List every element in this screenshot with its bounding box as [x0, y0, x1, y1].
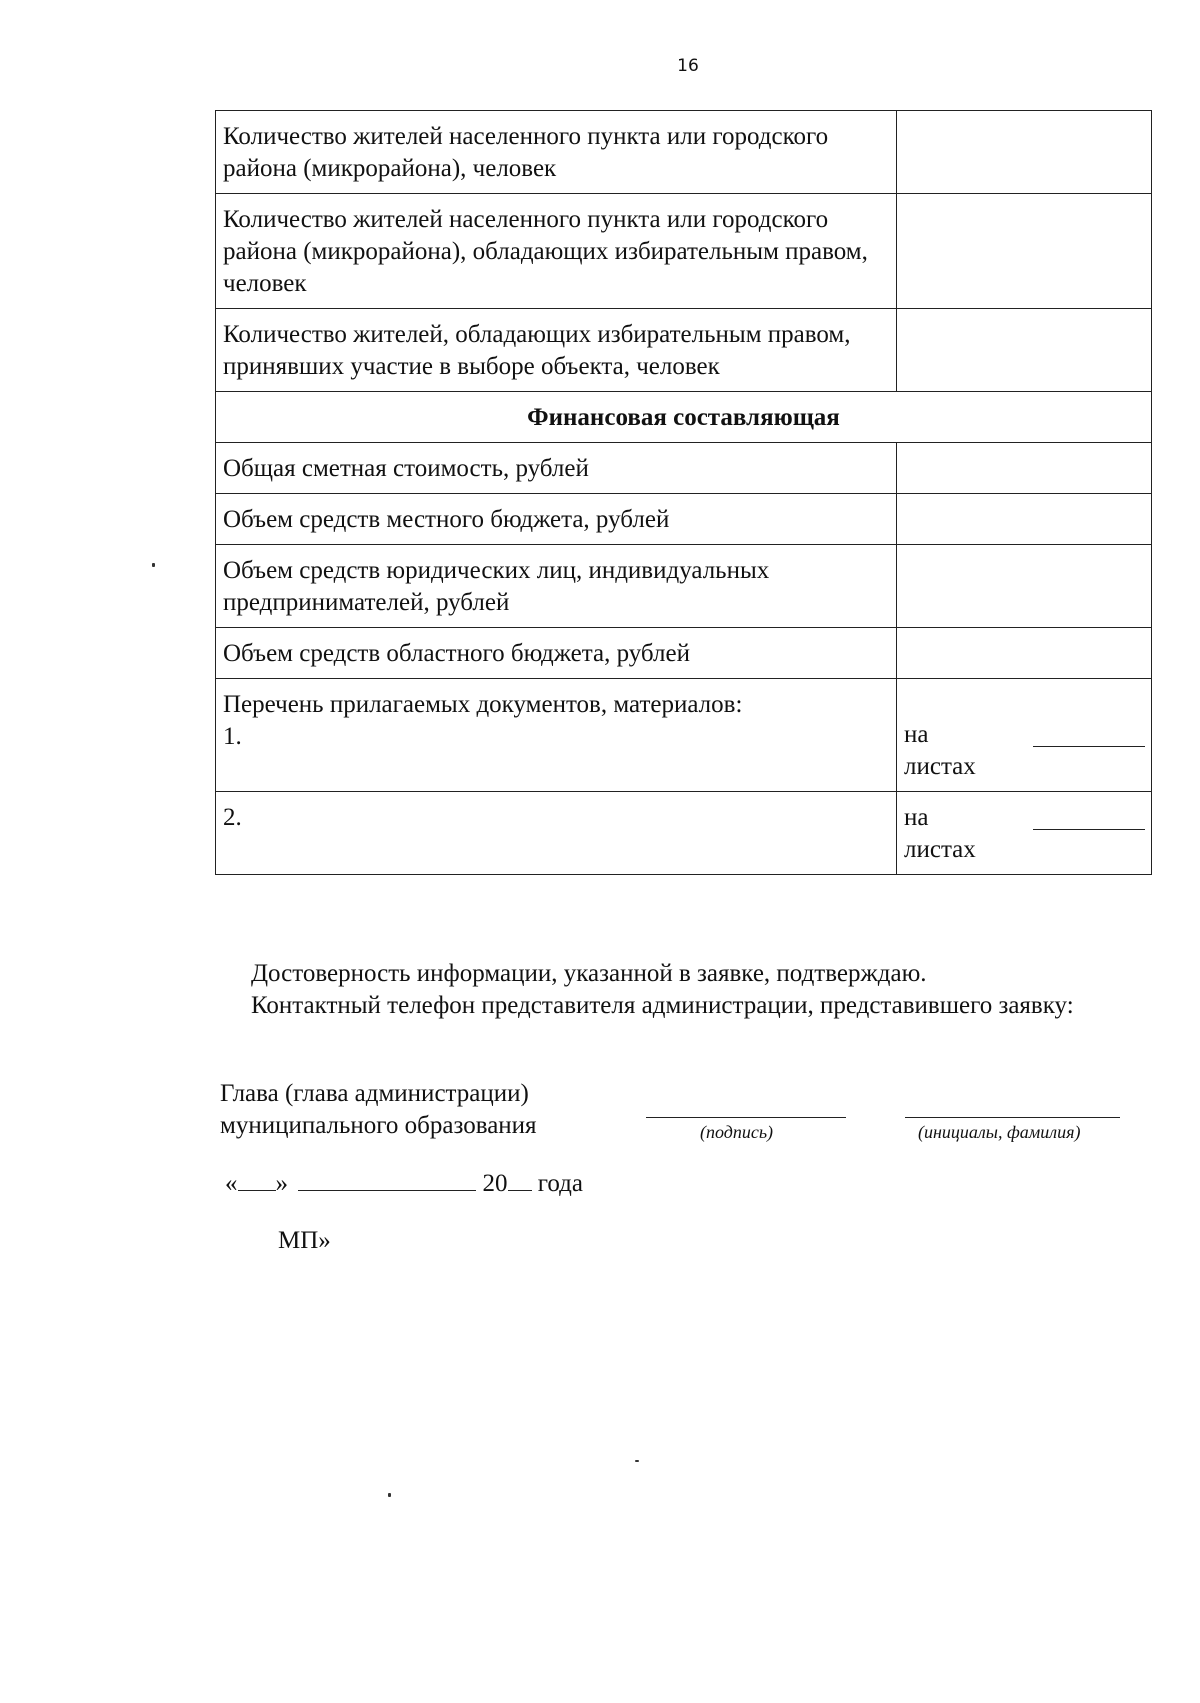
row-value-local-budget [897, 494, 1152, 545]
row-label-local-budget: Объем средств местного бюджета, рублей [216, 494, 897, 545]
scan-speck [152, 563, 155, 567]
table-row [216, 309, 1152, 392]
sheets-count-line [1033, 746, 1145, 747]
signature-caption: (подпись) [700, 1122, 774, 1142]
stamp-label: МП» [278, 1227, 331, 1254]
application-table [215, 110, 1152, 875]
row-value-residents [897, 111, 1152, 194]
year-blank [508, 1168, 532, 1191]
row-label-regional-budget: Объем средств областного бюджета, рублей [216, 628, 897, 679]
table-row [216, 111, 1152, 194]
row-label-participants: Количество жителей, обладающих избирательным правом, принявших участие в выборе объекта, человек [216, 309, 897, 392]
row-label-residents: Количество жителей населенного пункта или городского района (микрорайона), человек [216, 111, 897, 194]
row-value-regional-budget [897, 628, 1152, 679]
table-row [216, 194, 1152, 309]
sheets-label: листах [904, 836, 976, 863]
confirmation-text: Достоверность информации, указанной в заявке, подтверждаю. [251, 960, 927, 987]
table-row [216, 443, 1152, 494]
section-heading-finance: Финансовая составляющая [216, 392, 1152, 443]
attachment-number-2: 2. [216, 792, 897, 875]
attachment-number-1: 1. [223, 723, 242, 750]
row-label-voters: Количество жителей населенного пункта или городского района (микрорайона), обладающих избирательным правом, человек [216, 194, 897, 309]
signatory-title [220, 1078, 537, 1142]
month-blank [298, 1168, 476, 1191]
row-value-participants [897, 309, 1152, 392]
row-value-legal-entities [897, 545, 1152, 628]
contact-phone-text: Контактный телефон представителя администрации, представившего заявку: [251, 992, 1074, 1019]
row-label-total-cost: Общая сметная стоимость, рублей [216, 443, 897, 494]
table-row [216, 392, 1152, 443]
page-number: 16 [677, 56, 699, 76]
year-prefix: 20 [482, 1170, 508, 1197]
table-row [216, 494, 1152, 545]
row-label-legal-entities: Объем средств юридических лиц, индивидуальных предпринимателей, рублей [216, 545, 897, 628]
signature-line [646, 1117, 846, 1118]
sheets-on-label: на [904, 804, 929, 831]
name-caption: (инициалы, фамилия) [918, 1122, 1081, 1142]
attachments-cell [216, 679, 897, 792]
sheets-label: листах [904, 753, 976, 780]
name-line [905, 1117, 1120, 1118]
table-row [216, 792, 1152, 875]
attachment-sheets-1 [897, 679, 1152, 792]
sheets-count-line [1033, 829, 1145, 830]
signatory-title-line-1: Глава (глава администрации) [220, 1080, 529, 1107]
year-word: года [537, 1170, 583, 1197]
scan-speck [388, 1493, 391, 1497]
sheets-on-label: на [904, 721, 929, 748]
date-line [225, 1168, 583, 1200]
declaration-block [215, 958, 1130, 1022]
row-value-total-cost [897, 443, 1152, 494]
date-close-quote: » [275, 1170, 288, 1197]
day-blank [238, 1168, 276, 1191]
row-value-voters [897, 194, 1152, 309]
scan-speck [635, 1460, 639, 1462]
table-row [216, 545, 1152, 628]
date-open-quote: « [225, 1170, 238, 1197]
table-row [216, 679, 1152, 792]
table-row [216, 628, 1152, 679]
attachment-sheets-2 [897, 792, 1152, 875]
signatory-title-line-2: муниципального образования [220, 1112, 537, 1139]
attachments-intro: Перечень прилагаемых документов, материалов: [223, 691, 743, 718]
